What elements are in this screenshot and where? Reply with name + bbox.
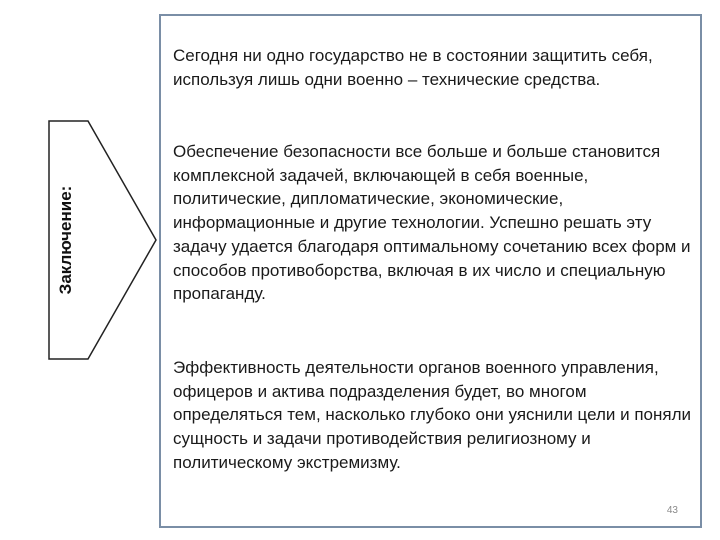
content-box — [159, 14, 702, 528]
conclusion-label: Заключение: — [56, 185, 75, 295]
paragraph-3: Эффективность деятельности органов военного управления, офицеров и актива подразделения будет, во многом определяться тем, насколько глубоко они уяснили цели и поняли сущность и задачи противодействия религиозному и политическому экстремизму. — [173, 358, 692, 472]
paragraph-2: Обеспечение безопасности все больше и больше становится комплексной задачей, включающей в себя военные, политические, дипломатические, экономические, информационные и другие технологии. Успешно решать эту задачу удается благодаря оптимальному сочетанию всех форм и способов противоборства, включая в их число и специальную пропаганду. — [173, 142, 691, 304]
page-number: 43 — [666, 505, 678, 516]
paragraph-1: Сегодня ни одно государство не в состоянии защитить себя, используя лишь одни военно – технические средства. — [173, 46, 653, 89]
